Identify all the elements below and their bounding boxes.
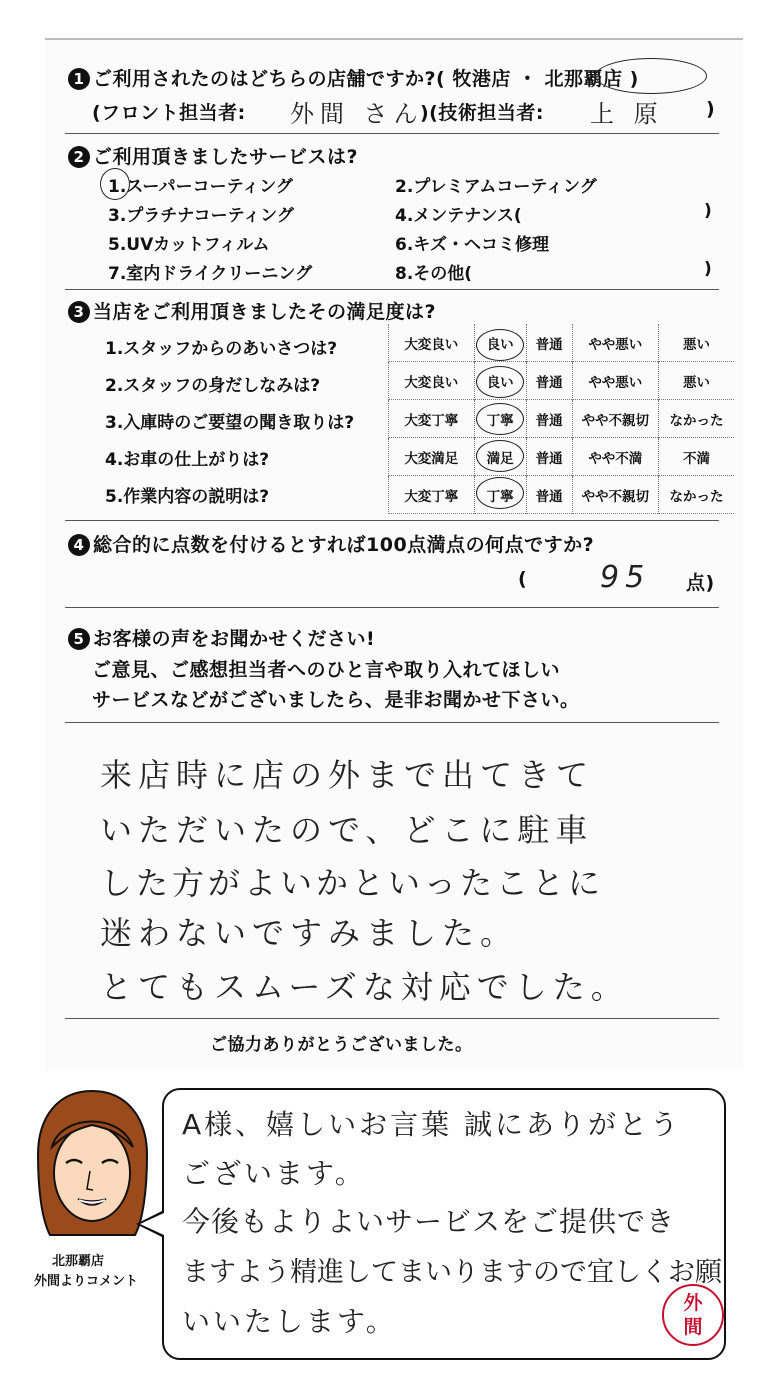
tech-staff-name: 上 原 (590, 100, 664, 128)
table-row (389, 476, 735, 514)
service-option-close: ) (704, 259, 712, 279)
service-option: 6.キズ・ヘコミ修理 (395, 235, 549, 255)
service-option: 1.スーパーコーティング (108, 177, 293, 197)
rating-cell: 大変満足 (389, 438, 475, 476)
table-row (389, 400, 735, 438)
rating-cell: 不満 (658, 438, 734, 476)
q1-number-icon: 1 (68, 68, 90, 90)
satisfaction-grid (388, 324, 734, 514)
q5-number-icon: 5 (68, 628, 90, 650)
q2-question: 2 ご利用頂きましたサービスは? (68, 142, 358, 169)
service-option: 4.メンテナンス( (395, 206, 522, 226)
q4-question: 4 総合的に点数を付けるとすれば100点満点の何点ですか? (68, 530, 594, 557)
rating-selection-circle (476, 366, 524, 398)
rating-cell: 丁寧 (474, 400, 526, 438)
staff-reply-line: ますよう精進してまいりますので宜しくお願 (182, 1257, 722, 1288)
q4-number-icon: 4 (68, 534, 90, 556)
rating-cell: 普通 (526, 324, 572, 362)
satisfaction-question: 4.お車の仕上がりは? (105, 450, 270, 470)
q1-question: 1 ご利用されたのはどちらの店舗ですか?( 牧港店 ・ 北那覇店 ) (68, 64, 639, 91)
store-selection-circle (595, 58, 707, 94)
table-row (389, 362, 735, 400)
customer-comment-line: とてもスムーズな対応でした。 (100, 968, 629, 1006)
q3-question: 3 当店をご利用頂きましたその満足度は? (68, 297, 436, 324)
q5-subtext: サービスなどがございましたら、是非お聞かせ下さい。 (92, 689, 580, 711)
rating-cell: 大変丁寧 (389, 476, 475, 514)
satisfaction-question: 3.入庫時のご要望の聞き取りは? (105, 413, 355, 433)
staff-store-name: 北那覇店 (52, 1254, 105, 1269)
q1-tech-label: )(技術担当者: (420, 102, 544, 124)
customer-comment-line: いただいたので、どこに駐車 (100, 811, 594, 849)
rating-cell: 満足 (474, 438, 526, 476)
rating-cell: やや悪い (572, 324, 658, 362)
rating-selection-circle (476, 477, 524, 509)
divider-5 (65, 722, 719, 723)
rating-cell: 悪い (658, 324, 734, 362)
table-row (389, 324, 735, 362)
service-option: 5.UVカットフィルム (108, 235, 270, 255)
q3-number-icon: 3 (68, 301, 90, 323)
divider-4 (65, 607, 719, 608)
q1-front-label: (フロント担当者: (92, 102, 246, 124)
rating-cell: やや悪い (572, 362, 658, 400)
divider-2 (65, 289, 719, 290)
bubble-tail-inner (140, 1213, 164, 1235)
thanks-message: ご協力ありがとうございました。 (210, 1035, 473, 1055)
staff-caption: 外間よりコメント (34, 1274, 139, 1289)
q1-close-paren: ) (706, 98, 716, 120)
customer-comment-line: 迷わないですみました。 (100, 914, 519, 952)
score-value: 95 (600, 560, 651, 595)
service-selection-circle (100, 168, 130, 200)
rating-cell: 普通 (526, 438, 572, 476)
score-unit: 点) (686, 572, 715, 594)
q5-question: 5 お客様の声をお聞かせください! (68, 624, 375, 651)
divider-3 (65, 520, 719, 521)
customer-comment-line: 来店時に店の外まで出てきて (100, 756, 595, 794)
rating-selection-circle (476, 329, 524, 361)
service-option-close: ) (704, 201, 712, 221)
satisfaction-question: 2.スタッフの身だしなみは? (105, 376, 321, 396)
q5-subtext: ご意見、ご感想担当者へのひと言や取り入れてほしい (92, 659, 561, 681)
staff-reply-line: A様、嬉しいお言葉 誠にありがとう (182, 1108, 682, 1141)
service-option: 7.室内ドライクリーニング (108, 264, 313, 284)
rating-selection-circle (476, 403, 524, 435)
table-row (389, 438, 735, 476)
front-staff-name: 外間 さん (290, 100, 424, 128)
rating-cell: 大変良い (389, 362, 475, 400)
service-option: 2.プレミアムコーティング (395, 177, 597, 197)
satisfaction-question: 5.作業内容の説明は? (105, 487, 270, 507)
rating-cell: やや不親切 (572, 400, 658, 438)
rating-cell: 悪い (658, 362, 734, 400)
q2-number-icon: 2 (68, 146, 90, 168)
rating-cell: なかった (658, 476, 734, 514)
rating-cell: やや不親切 (572, 476, 658, 514)
score-open-paren: ( (518, 568, 528, 590)
rating-cell: 良い (474, 362, 526, 400)
rating-cell: 普通 (526, 400, 572, 438)
staff-reply-line: いいたします。 (182, 1305, 397, 1338)
rating-cell: 良い (474, 324, 526, 362)
rating-cell: 大変良い (389, 324, 475, 362)
rating-selection-circle (476, 440, 524, 472)
name-seal-stamp: 外 間 (662, 1284, 724, 1346)
divider-6 (65, 1018, 719, 1019)
rating-cell: 丁寧 (474, 476, 526, 514)
service-option: 8.その他( (395, 264, 473, 284)
satisfaction-question: 1.スタッフからのあいさつは? (105, 339, 338, 359)
staff-reply-line: 今後もよりよいサービスをご提供でき (182, 1205, 676, 1238)
service-option: 3.プラチナコーティング (108, 206, 294, 226)
rating-cell: 普通 (526, 476, 572, 514)
rating-cell: 大変丁寧 (389, 400, 475, 438)
divider-1 (65, 133, 719, 134)
staff-reply-line: ございます。 (182, 1157, 366, 1190)
rating-cell: 普通 (526, 362, 572, 400)
rating-cell: なかった (658, 400, 734, 438)
customer-comment-line: した方がよいかといったことに (100, 864, 605, 902)
rating-cell: やや不満 (572, 438, 658, 476)
